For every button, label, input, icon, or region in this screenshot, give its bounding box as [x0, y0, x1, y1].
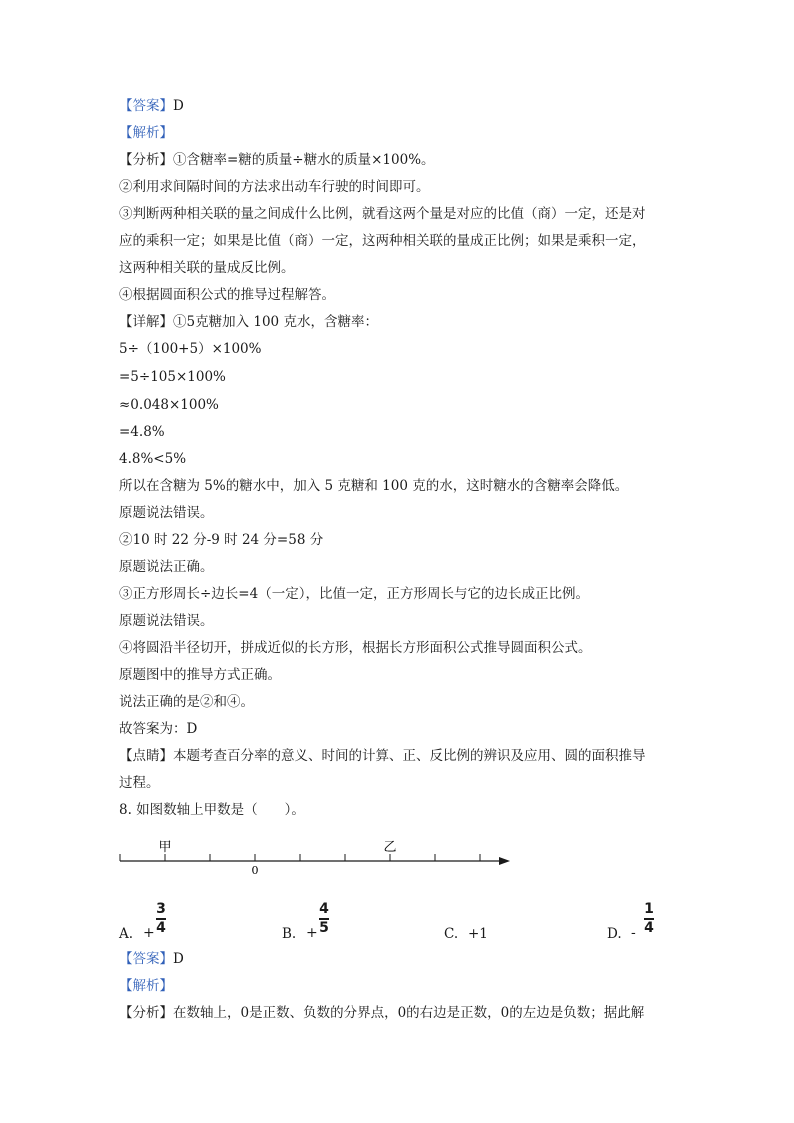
- formula-line: 4.8%<5%: [119, 451, 187, 467]
- formula-line: =4.8%: [119, 424, 165, 440]
- text-line: ②10 时 22 分-9 时 24 分=58 分: [119, 532, 324, 548]
- numerator: 1: [644, 901, 654, 917]
- answer-line-1: [119, 97, 184, 115]
- text-line: 原题图中的推导方式正确。: [119, 667, 281, 683]
- formula-line: =5÷105×100%: [119, 369, 226, 385]
- text-line: 过程。: [119, 775, 160, 791]
- text-line: 故答案为：D: [119, 721, 198, 737]
- answer-tag: 【答案】: [119, 98, 173, 114]
- text-line: 原题说法正确。: [119, 559, 214, 575]
- text-line: ②利用求间隔时间的方法求出动车行驶的时间即可。: [119, 179, 430, 195]
- number-line-arrow: [499, 857, 510, 865]
- text-line: 原题说法错误。: [119, 613, 214, 629]
- option-a-sign: +: [143, 925, 155, 941]
- denominator: 4: [644, 919, 654, 936]
- option-a-letter: A.: [119, 926, 134, 942]
- formula-line: 5÷（100+5）×100%: [119, 341, 262, 357]
- option-c-letter: C.: [444, 926, 459, 942]
- option-c-value: +1: [468, 926, 488, 942]
- text-line: 说法正确的是②和④。: [119, 694, 254, 710]
- denominator: 4: [156, 919, 166, 936]
- numerator: 3: [156, 901, 166, 917]
- text-line: ③正方形周长÷边长=4（一定），比值一定，正方形周长与它的边长成正比例。: [119, 586, 589, 602]
- analysis-heading-2: 【解析】: [119, 978, 173, 994]
- option-a-fraction: [156, 902, 166, 936]
- text-line: ④根据圆面积公式的推导过程解答。: [119, 287, 335, 303]
- text-line: 【点睛】本题考查百分率的意义、时间的计算、正、反比例的辨识及应用、圆的面积推导: [119, 748, 646, 764]
- label-yi: 乙: [383, 840, 397, 855]
- text-line: ④将圆沿半径切开，拼成近似的长方形，根据长方形面积公式推导圆面积公式。: [119, 640, 592, 656]
- text-line: ③判断两种相关联的量之间成什么比例，就看这两个量是对应的比值（商）一定，还是对: [119, 206, 646, 222]
- text-line: 这两种相关联的量成反比例。: [119, 260, 295, 276]
- label-jia: 甲: [158, 840, 172, 855]
- formula-line: ≈0.048×100%: [119, 397, 219, 413]
- answer-line-2: [119, 950, 184, 968]
- answer-value: D: [173, 951, 184, 967]
- text-line: 【分析】在数轴上，0是正数、负数的分界点，0的右边是正数，0的左边是负数；据此解: [119, 1005, 645, 1021]
- text-line: 【详解】①5克糖加入 100 克水，含糖率：: [119, 314, 378, 330]
- option-d-sign: -: [631, 925, 636, 941]
- text-line: 所以在含糖为 5%的糖水中，加入 5 克糖和 100 克的水，这时糖水的含糖率会降低。: [119, 478, 629, 494]
- answer-tag: 【答案】: [119, 951, 173, 967]
- number-line-figure: [115, 835, 515, 875]
- option-b-letter: B.: [282, 926, 297, 942]
- numerator: 4: [319, 901, 329, 917]
- option-d-letter: D.: [607, 926, 622, 942]
- analysis-heading-1: 【解析】: [119, 125, 173, 141]
- text-line: 原题说法错误。: [119, 505, 214, 521]
- option-d-fraction: [644, 902, 654, 936]
- option-b-sign: +: [306, 925, 318, 941]
- answer-value: D: [173, 98, 184, 114]
- denominator: 5: [319, 919, 329, 936]
- text-line: 【分析】①含糖率=糖的质量÷糖水的质量×100%。: [119, 152, 435, 168]
- label-zero: 0: [251, 864, 259, 875]
- option-b-fraction: [319, 902, 329, 936]
- text-line: 应的乘积一定；如果是比值（商）一定，这两种相关联的量成正比例；如果是乘积一定，: [119, 233, 646, 249]
- question-8: 8. 如图数轴上甲数是（ ）。: [119, 802, 305, 818]
